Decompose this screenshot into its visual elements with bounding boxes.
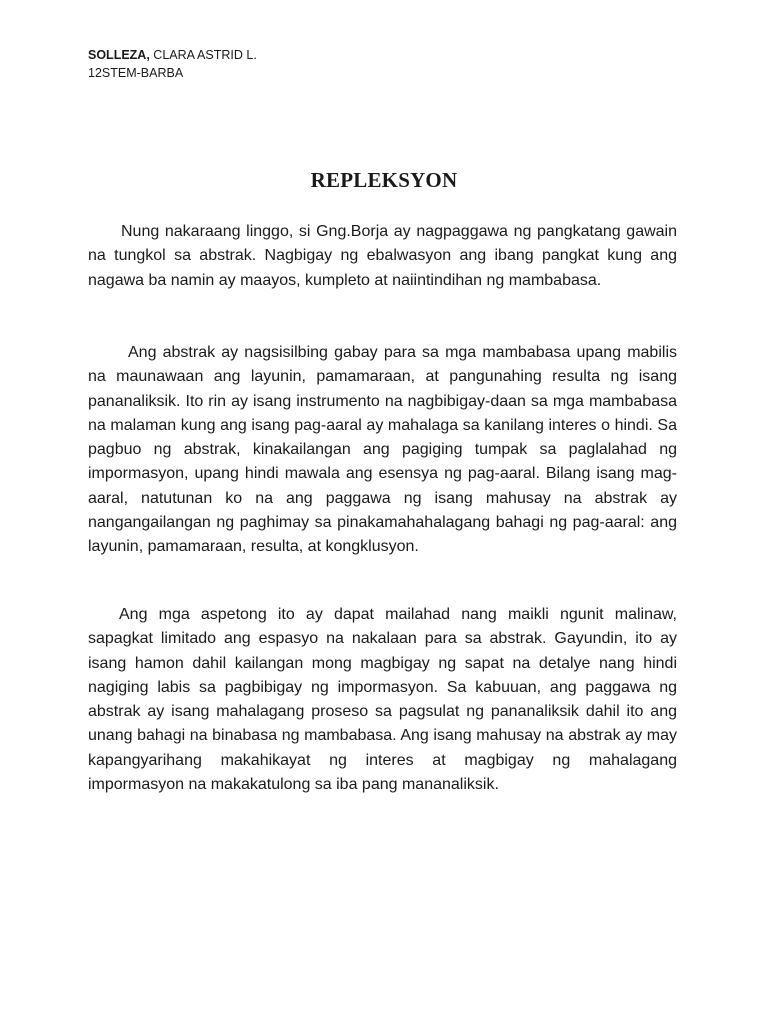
- author-name-line: [88, 46, 257, 64]
- paragraph-2: Ang abstrak ay nagsisilbing gabay para sa mga mambabasa upang mabilis na maunawaan ang layunin, pamamaraan, at pangunahing resulta ng isang pananaliksik. Ito rin ay isang instrumento na nagbibigay-daan sa mga mambabasa na malaman kung ang isang pag-aaral ay mahalaga sa kanilang interes o hindi. Sa pagbuo ng abstrak, kinakailangan ang pagiging tumpak sa paglalahad ng impormasyon, upang hindi mawala ang esensya ng pag-aaral. Bilang isang mag-aaral, natutunan ko na ang paggawa ng isang mahusay na abstrak ay nangangailangan ng paghimay sa pinakamahahalagang bahagi ng pag-aaral: ang layunin, pamamaraan, resulta, at kongklusyon.: [88, 344, 677, 556]
- author-surname: SOLLEZA,: [88, 48, 150, 62]
- document-title: REPLEKSYON: [310, 168, 458, 192]
- paragraph-3: Ang mga aspetong ito ay dapat mailahad nang maikli ngunit malinaw, sapagkat limitado ang espasyo na nakalaan para sa abstrak. Gayundin, ito ay isang hamon dahil kailangan mong magbigay ng sapat na detalye nang hindi nagiging labis sa pagbibigay ng impormasyon. Sa kabuuan, ang paggawa ng abstrak ay isang mahalagang proseso sa pagsulat ng pananaliksik dahil ito ang unang bahagi na binabasa ng mambabasa. Ang isang mahusay na abstrak ay may kapangyarihang makahikayat ng interes at magbigay ng mahalagang impormasyon na makakatulong sa iba pang mananaliksik.: [88, 606, 677, 794]
- author-header: [88, 46, 257, 82]
- paragraph-1: Nung nakaraang linggo, si Gng.Borja ay nagpaggawa ng pangkatang gawain na tungkol sa abstrak. Nagbigay ng ebalwasyon ang ibang pangkat kung ang nagawa ba namin ay maayos, kumpleto at naiintindihan ng mambabasa.: [88, 223, 677, 289]
- paragraph-block-2: [88, 341, 677, 560]
- paragraph-block-1: [88, 220, 677, 293]
- paragraph-block-3: [88, 603, 677, 797]
- author-given-names: CLARA ASTRID L.: [149, 48, 257, 62]
- author-section: 12STEM-BARBA: [88, 66, 184, 80]
